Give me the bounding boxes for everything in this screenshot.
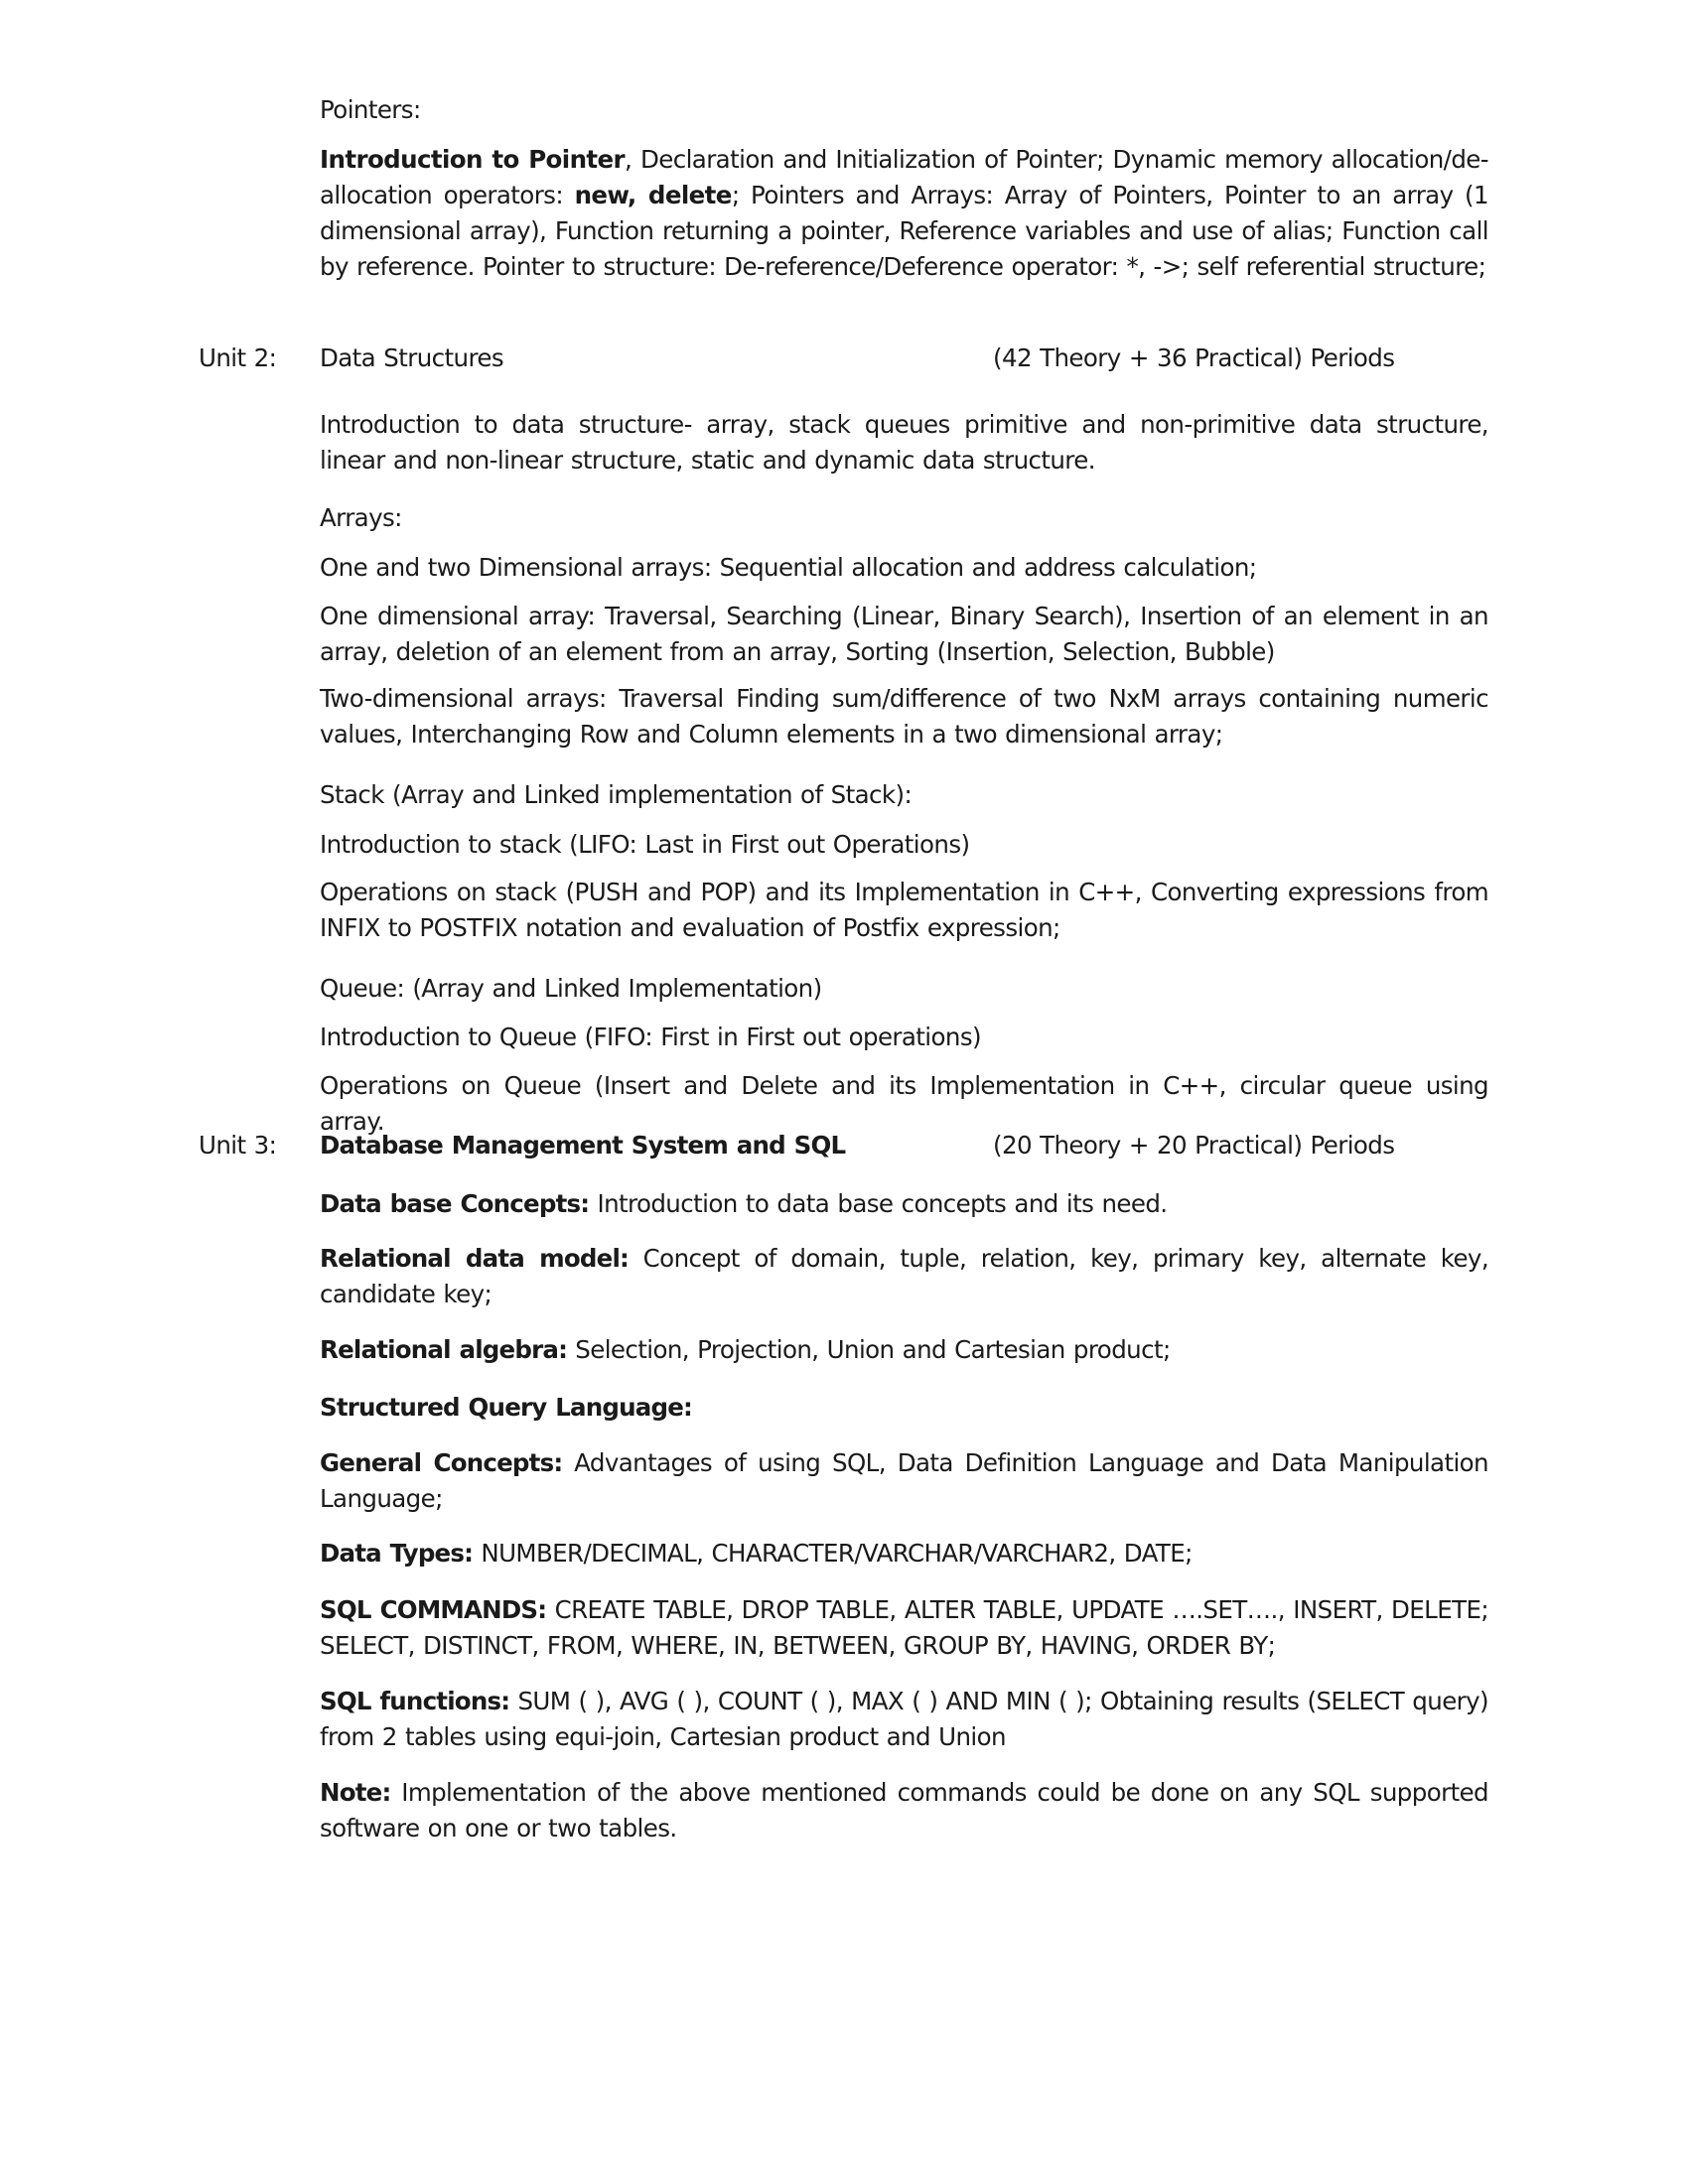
queue-item-1: Introduction to Queue (FIFO: First in First out operations) [320,1023,981,1051]
topic-label: Structured Query Language: [320,1393,693,1422]
unit2-title: Data Structures [320,343,504,372]
topic-text: Implementation of the above mentioned commands could be done on any SQL supported software on one or two tables. [320,1778,1488,1843]
queue-heading: Queue: (Array and Linked Implementation) [320,974,822,1003]
topic-label: Relational data model: [320,1244,630,1273]
arrays-heading: Arrays: [320,503,402,532]
topic-text: Selection, Projection, Union and Cartesian product; [567,1335,1171,1364]
unit3-title: Database Management System and SQL [320,1131,846,1160]
pointers-operators: new, delete [574,181,732,209]
queue-item-2: Operations on Queue (Insert and Delete and its Implementation in C++, circular queue using array. [320,1071,1488,1136]
unit3-periods: (20 Theory + 20 Practical) Periods [993,1131,1395,1160]
topic-note [320,1775,1488,1846]
unit2-intro: Introduction to data structure- array, stack queues primitive and non-primitive data structure, linear and non-linear structure, static and dynamic data structure. [320,410,1488,475]
topic-text: Concept of domain, tuple, relation, key, primary key, alternate key, candidate key; [320,1244,1489,1308]
topic-label: SQL functions: [320,1687,510,1715]
pointers-heading: Pointers: [320,95,421,124]
topic-sql-commands [320,1592,1488,1664]
topic-relational-algebra [320,1332,1488,1368]
topic-label: SQL COMMANDS: [320,1595,547,1624]
pointers-body [320,142,1488,285]
topic-text: SUM ( ), AVG ( ), COUNT ( ), MAX ( ) AND MIN ( ); Obtaining results (SELECT query) from 2 tables using equi-join, Cartesian product and Union [320,1687,1488,1751]
topic-database-concepts [320,1186,1488,1222]
topic-text: Advantages of using SQL, Data Definition Language and Data Manipulation Language; [320,1448,1488,1513]
topic-label: Data base Concepts: [320,1189,590,1218]
arrays-item-3: Two-dimensional arrays: Traversal Finding sum/difference of two NxM arrays containing numeric values, Interchanging Row and Column elements in a two dimensional array; [320,684,1488,749]
stack-item-2: Operations on stack (PUSH and POP) and its Implementation in C++, Converting expressions from INFIX to POSTFIX notation and evaluation of Postfix expression; [320,878,1488,942]
topic-sql-functions [320,1684,1488,1755]
topic-label: General Concepts: [320,1448,563,1477]
unit2-label: Unit 2: [199,343,277,372]
topic-text: NUMBER/DECIMAL, CHARACTER/VARCHAR/VARCHAR2, DATE; [473,1539,1193,1568]
pointers-text-1: , Declaration and Initialization of Pointer; Dynamic memory allocation/de-allocation operators: [320,145,1488,209]
unit3-label: Unit 3: [199,1131,277,1160]
topic-text: CREATE TABLE, DROP TABLE, ALTER TABLE, UPDATE ….SET…., INSERT, DELETE; SELECT, DISTINCT, FROM, WHERE, IN, BETWEEN, GROUP BY, HAVING, ORDER BY; [320,1595,1489,1660]
topic-label: Note: [320,1778,391,1807]
topic-relational-data-model [320,1241,1488,1312]
topic-label: Data Types: [320,1539,474,1568]
stack-item-1: Introduction to stack (LIFO: Last in First out Operations) [320,830,970,859]
topic-data-types [320,1536,1488,1571]
topic-text: Introduction to data base concepts and its need. [589,1189,1168,1218]
topic-sql [320,1390,1488,1426]
pointers-text-2: ; Pointers and Arrays: Array of Pointers, Pointer to an array (1 dimensional array), Function returning a pointer, Reference variables and use of alias; Function call by reference. Pointer to structure: De-reference/Deference operator: *, ->; self referential structure; [320,181,1489,281]
pointers-lead: Introduction to Pointer [320,145,626,174]
topic-general-concepts [320,1445,1488,1517]
unit2-periods: (42 Theory + 36 Practical) Periods [993,343,1395,372]
arrays-item-1: One and two Dimensional arrays: Sequential allocation and address calculation; [320,553,1257,582]
stack-heading: Stack (Array and Linked implementation of Stack): [320,780,913,809]
arrays-item-2: One dimensional array: Traversal, Searching (Linear, Binary Search), Insertion of an element in an array, deletion of an element from an array, Sorting (Insertion, Selection, Bubble) [320,602,1488,666]
topic-label: Relational algebra: [320,1335,568,1364]
